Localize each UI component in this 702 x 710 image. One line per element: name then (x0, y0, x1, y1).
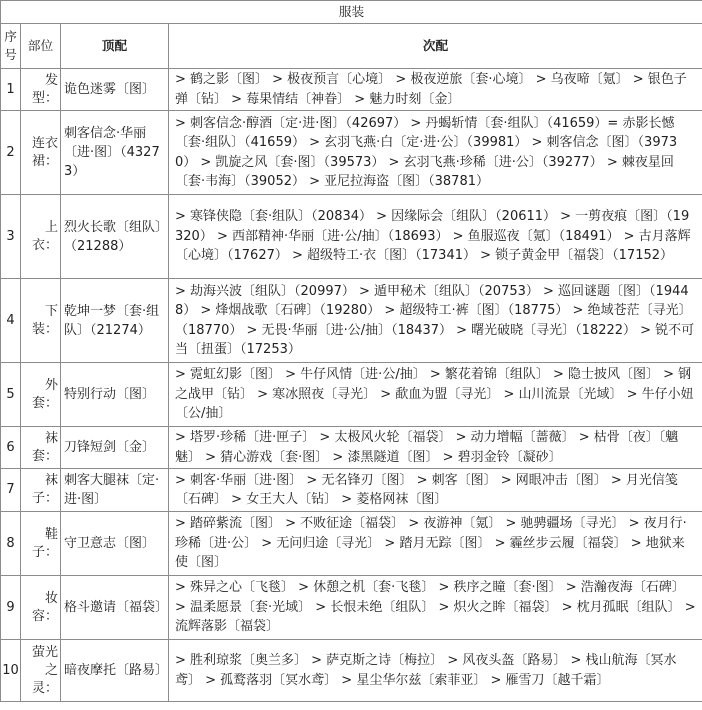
row-top: 守卫意志〔图〕 (61, 512, 169, 576)
row-num: 3 (1, 195, 21, 279)
row-top: 诡色迷雾〔图〕 (61, 69, 169, 111)
row-top: 暗夜摩托〔路易〕 (61, 640, 169, 702)
row-top: 乾坤一梦〔套·组队〕（21274） (61, 279, 169, 363)
row-top: 刺客信念·华丽〔进·图〕（43273） (61, 111, 169, 195)
row-sec: > 霓虹幻影〔图〕 > 牛仔风情〔进·公/抽〕 > 繁花着锦〔组队〕 > 隐士披风〔图〕 > 钢之战甲〔钻〕 > 寒冰照夜〔寻光〕 > 歃血为盟〔寻光〕 > 山川流景〔光域〕 > 牛仔小妞〔公/抽〕 (169, 363, 702, 427)
table-row (1, 427, 702, 469)
row-num: 9 (1, 576, 21, 640)
table-row (1, 363, 702, 427)
row-num: 7 (1, 469, 21, 512)
row-pos: 外套： (21, 363, 61, 427)
header-top: 顶配 (61, 24, 169, 69)
row-sec: > 踏碎紫流〔图〕 > 不败征途〔福袋〕 > 夜游神〔氪〕 > 驰骋疆场〔寻光〕 > 夜月行·珍稀〔进·公〕 > 无问归途〔寻光〕 > 踏月无踪〔图〕 > 霾丝步云履〔福袋〕 > 地狱来使〔图〕 (169, 512, 702, 576)
row-top: 刀锋短剑〔金〕 (61, 427, 169, 469)
table-row (1, 640, 702, 702)
table-row (1, 576, 702, 640)
table-row (1, 279, 702, 363)
row-num: 8 (1, 512, 21, 576)
row-num: 10 (1, 640, 21, 702)
table-title: 服装 (1, 1, 702, 24)
row-pos: 鞋子： (21, 512, 61, 576)
table-row (1, 469, 702, 512)
row-pos: 下装： (21, 279, 61, 363)
row-sec: > 胜利琼浆〔奥兰多〕 > 萨克斯之诗〔梅拉〕 > 风夜头盔〔路易〕 > 栈山航海〔冥水鸢〕 > 孤鹜落羽〔冥水鸢〕 > 星尘华尔兹〔索菲亚〕 > 雁雪刀〔越千霜〕 (169, 640, 702, 702)
row-pos: 连衣裙： (21, 111, 61, 195)
row-sec: > 劫海兴波〔组队〕（20997） > 遁甲秘术〔组队〕（20753） > 巡回谜题〔图〕（19448） > 烽烟战歌〔石碑〕（19280） > 超级特工·裤〔图〕（18775） > 绝域苍茫〔寻光〕（18770） > 无畏·华丽〔进·公/抽〕（18437） > 曙光破晓〔寻光〕（18222） > 锐不可当〔扭蛋〕（17253） (169, 279, 702, 363)
row-pos: 萤光之灵： (21, 640, 61, 702)
row-num: 5 (1, 363, 21, 427)
table-title-row (1, 1, 702, 24)
table-row (1, 195, 702, 279)
row-sec: > 刺客信念·醇酒〔定·进·图〕（42697） > 丹蝎斩情〔套·组队〕（41659）= 赤影长憾〔套·组队〕（41659） > 玄羽飞燕·白〔定·进·公〕（39981） > 刺客信念〔图〕（39730） > 凯旋之风〔套·图〕（39573） > 玄羽飞燕·珍稀〔进·公〕（39277） > 棘夜星回〔套·韦海〕（39052） > 亚尼拉海盗〔图〕（38781） (169, 111, 702, 195)
row-top: 特别行动〔图〕 (61, 363, 169, 427)
row-num: 4 (1, 279, 21, 363)
table-row (1, 69, 702, 111)
row-num: 1 (1, 69, 21, 111)
header-sec: 次配 (169, 24, 702, 69)
table-row (1, 111, 702, 195)
row-sec: > 寒锋侠隐〔套·组队〕（20834） > 因缘际会〔组队〕（20611） > 一剪夜痕〔图〕（19320） > 西部精神·华丽〔进·公/抽〕（18693） > 鱼服巡夜〔氪〕（18491） > 古月落辉〔心境〕（17627） > 超级特工·衣〔图〕（17341） > 锁子黄金甲〔福袋〕（17152） (169, 195, 702, 279)
row-pos: 袜套： (21, 427, 61, 469)
header-num: 序号 (1, 24, 21, 69)
row-pos: 袜子： (21, 469, 61, 512)
table-row (1, 512, 702, 576)
header-pos: 部位 (21, 24, 61, 69)
row-pos: 发型： (21, 69, 61, 111)
row-pos: 妆容： (21, 576, 61, 640)
row-sec: > 塔罗·珍稀〔进·匣子〕 > 太极风火轮〔福袋〕 > 动力增幅〔蔷薇〕 > 枯骨〔夜〕〔魑魅〕 > 猜心游戏〔套·图〕 > 漆黑隧道〔图〕 > 碧羽金铃〔凝砂〕 (169, 427, 702, 469)
row-num: 6 (1, 427, 21, 469)
row-sec: > 刺客·华丽〔进·图〕 > 无名锋刃〔图〕 > 刺客〔图〕 > 网眼冲击〔图〕 > 月光信笺〔石碑〕 > 女王大人〔钻〕 > 菱格网袜〔图〕 (169, 469, 702, 512)
row-pos: 上衣： (21, 195, 61, 279)
row-top: 格斗邀请〔福袋〕 (61, 576, 169, 640)
row-sec: > 鹤之影〔图〕 > 极夜预言〔心境〕 > 极夜逆旅〔套·心境〕 > 乌夜啼〔氪〕 > 银色子弹〔钻〕 > 莓果情结〔神眷〕 > 魅力时刻〔金〕 (169, 69, 702, 111)
row-top: 烈火长歌〔组队〕（21288） (61, 195, 169, 279)
table-header-row (1, 24, 702, 69)
row-top: 刺客大腿袜〔定·进·图〕 (61, 469, 169, 512)
row-sec: > 殊异之心〔飞毯〕 > 休憩之机〔套·飞毯〕 > 秩序之瞳〔套·图〕 > 浩瀚夜海〔石碑〕 > 温柔愿景〔套·光域〕 > 长恨未绝〔组队〕 > 炽火之眸〔福袋〕 > 枕月孤眠〔组队〕 > 流辉落影〔福袋〕 (169, 576, 702, 640)
row-num: 2 (1, 111, 21, 195)
